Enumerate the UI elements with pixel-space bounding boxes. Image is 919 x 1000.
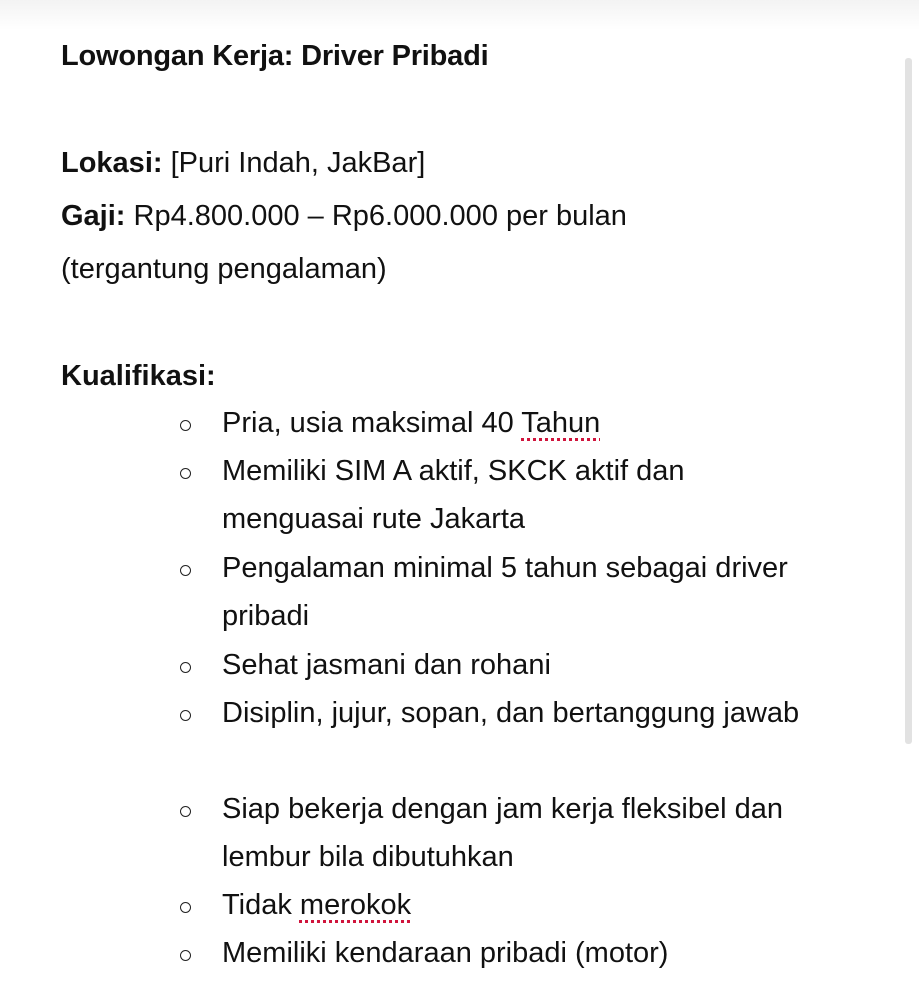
circle-bullet-icon: [180, 710, 191, 721]
spellcheck-word[interactable]: merokok: [299, 889, 412, 921]
spellcheck-word[interactable]: Tahun: [521, 407, 601, 439]
circle-bullet-icon: [180, 468, 191, 479]
location-label: Lokasi:: [61, 147, 163, 179]
location-value: [Puri Indah, JakBar]: [170, 147, 426, 179]
page-title: Lowongan Kerja: Driver Pribadi: [61, 40, 489, 72]
circle-bullet-icon: [180, 806, 191, 817]
circle-bullet-icon: [180, 420, 191, 431]
scrollbar[interactable]: [905, 58, 912, 744]
circle-bullet-icon: [180, 662, 191, 673]
salary-label: Gaji:: [61, 200, 126, 232]
circle-bullet-icon: [180, 902, 191, 913]
top-fade: [0, 0, 919, 30]
location-line: [61, 143, 425, 183]
salary-note: (tergantung pengalaman): [61, 253, 387, 285]
circle-bullet-icon: [180, 950, 191, 961]
circle-bullet-icon: [180, 565, 191, 576]
salary-line: [61, 196, 627, 236]
salary-value: Rp4.800.000 – Rp6.000.000 per bulan: [133, 200, 627, 232]
qualifications-heading: Kualifikasi:: [61, 360, 216, 392]
